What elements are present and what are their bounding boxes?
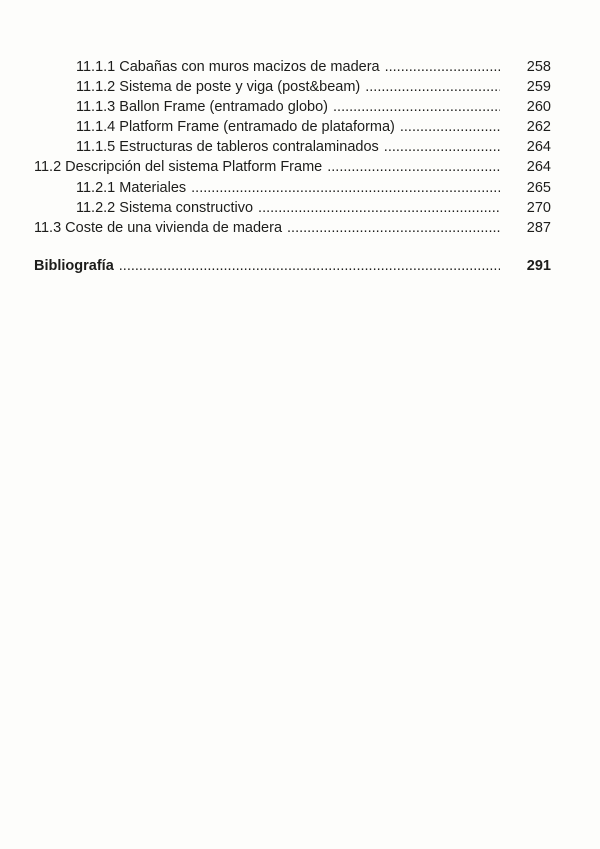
toc-page-number: 259 <box>526 79 551 96</box>
toc-entry-label: 11.2 Descripción del sistema Platform Frame <box>34 159 323 176</box>
dot-leader <box>384 137 500 157</box>
toc-page-number: 270 <box>526 199 551 216</box>
table-of-contents <box>34 57 551 276</box>
toc-page-number: 265 <box>526 179 551 196</box>
toc-entry-11-1-3 <box>34 97 551 117</box>
toc-entry-11-2-2 <box>34 198 551 218</box>
toc-entry-11-1-4 <box>34 117 551 137</box>
toc-entry-11-2 <box>34 157 551 177</box>
toc-entry-label: 11.1.4 Platform Frame (entramado de plataforma) <box>76 119 395 136</box>
toc-entry-11-1-5 <box>34 137 551 157</box>
dot-leader <box>333 97 500 117</box>
toc-entry-11-1-2 <box>34 77 551 97</box>
toc-page-number: 287 <box>526 219 551 236</box>
toc-page-number: 260 <box>526 99 551 116</box>
toc-entry-label: 11.1.1 Cabañas con muros macizos de madera <box>76 59 380 75</box>
dot-leader <box>258 198 500 218</box>
toc-page-number: 264 <box>526 139 551 156</box>
dot-leader <box>327 157 500 177</box>
dot-leader <box>287 218 500 238</box>
toc-entry-label: 11.2.2 Sistema constructivo <box>76 199 254 216</box>
toc-entry-bibliografia <box>34 256 551 276</box>
vertical-spacer <box>34 238 551 256</box>
toc-page-number: 258 <box>526 59 551 75</box>
toc-entry-label: 11.3 Coste de una vivienda de madera <box>34 219 283 236</box>
toc-entry-11-1-1 <box>34 57 551 77</box>
toc-entry-label: 11.1.3 Ballon Frame (entramado globo) <box>76 99 329 116</box>
toc-entry-11-3 <box>34 218 551 238</box>
toc-page-number: 264 <box>526 159 551 176</box>
toc-page-number: 262 <box>526 119 551 136</box>
toc-entry-label: 11.1.2 Sistema de poste y viga (post&beam) <box>76 79 361 96</box>
dot-leader <box>400 117 500 137</box>
dot-leader <box>119 256 500 276</box>
dot-leader <box>385 57 500 77</box>
toc-entry-label: Bibliografía <box>34 257 114 274</box>
toc-page-number: 291 <box>526 257 551 274</box>
dot-leader <box>365 77 500 97</box>
toc-entry-label: 11.1.5 Estructuras de tableros contralaminados <box>76 139 379 156</box>
dot-leader <box>191 178 500 198</box>
toc-entry-label: 11.2.1 Materiales <box>76 179 187 196</box>
toc-entry-11-2-1 <box>34 178 551 198</box>
